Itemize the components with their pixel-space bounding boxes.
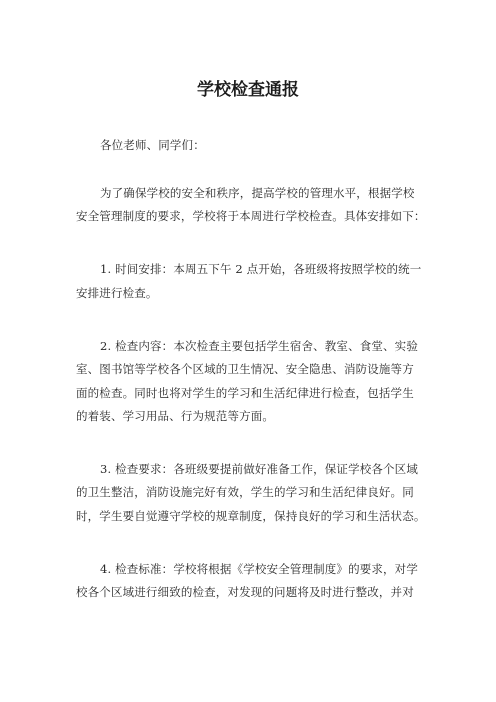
intro-line-1: 为了确保学校的安全和秩序，提高学校的管理水平，根据学校 bbox=[100, 186, 415, 200]
greeting: 各位老师、同学们： bbox=[100, 138, 205, 152]
item-2-line-2: 室、图书馆等学校各个区域的卫生情况、安全隐患、消防设施等方 bbox=[76, 362, 414, 376]
item-2-line-3: 面的检查。同时也将对学生的学习和生活纪律进行检查，包括学生 bbox=[76, 386, 414, 400]
intro-line-2: 安全管理制度的要求，学校将于本周进行学校检查。具体安排如下： bbox=[76, 209, 426, 223]
document-title: 学校检查通报 bbox=[197, 80, 299, 100]
item-4-line-2: 校各个区域进行细致的检查，对发现的问题将及时进行整改，并对 bbox=[76, 585, 414, 599]
item-2-line-4: 的着装、学习用品、行为规范等方面。 bbox=[76, 409, 275, 423]
item-4-line-1: 4. 检查标准：学校将根据《学校安全管理制度》的要求，对学 bbox=[100, 562, 418, 576]
item-3-line-2: 的卫生整洁，消防设施完好有效，学生的学习和生活纪律良好。同 bbox=[76, 485, 414, 499]
item-3-line-1: 3. 检查要求：各班级要提前做好准备工作，保证学校各个区域 bbox=[100, 462, 418, 476]
item-1-line-2: 安排进行检查。 bbox=[76, 286, 158, 300]
item-1-line-1: 1. 时间安排：本周五下午 2 点开始，各班级将按照学校的统一 bbox=[100, 262, 422, 276]
item-2-line-1: 2. 检查内容：本次检查主要包括学生宿舍、教室、食堂、实验 bbox=[100, 339, 418, 353]
item-3-line-3: 时，学生要自觉遵守学校的规章制度，保持良好的学习和生活状态。 bbox=[76, 509, 426, 523]
